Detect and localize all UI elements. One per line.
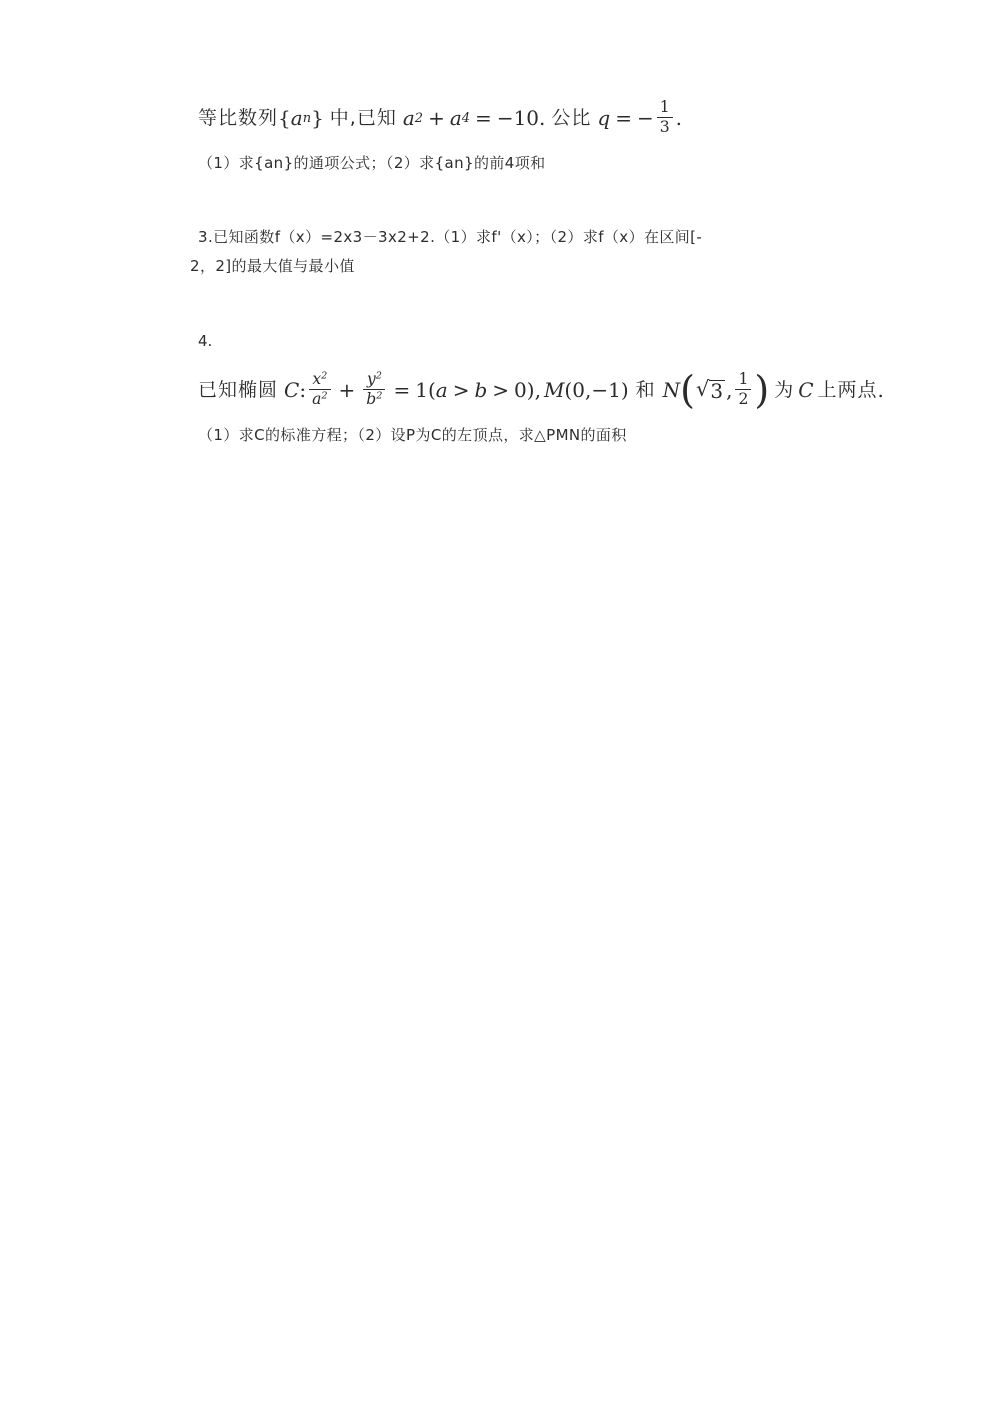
problem-2-minus: − [496,106,514,131]
problem-4-cond-a: a [435,378,448,403]
problem-4-gt-1: > [452,378,470,403]
problem-2 [190,100,920,177]
problem-2-formula [190,100,920,137]
problem-2-fraction [657,99,673,136]
problem-2-lead-text: 等比数列 [198,107,279,130]
problem-4-b-sup: 2 [376,390,383,402]
problem-4-y-sup: 2 [375,371,382,383]
spacer-1 [190,177,920,223]
problem-2-seq-open: { [278,106,291,131]
problem-4-a: a [312,390,322,409]
problem-4-cond-open: ( [427,378,436,403]
problem-4-formula [190,368,920,413]
problem-2-period: . [675,106,683,131]
problem-4-sqrt-symbol: √ [695,376,710,401]
problem-2-fraction-numerator: 1 [659,98,670,117]
problem-4-one: 1 [415,378,428,403]
problem-4-N-fraction-numerator: 1 [738,370,749,389]
problem-2-q: q [597,106,611,131]
problem-2-equals: = [475,106,492,131]
problem-2-fraction-denominator: 3 [657,117,673,136]
problem-4-and-text: 和 [635,379,656,402]
problem-2-seq-a: a [290,106,303,131]
problem-4-number: 4. [198,332,213,351]
document-content [190,100,920,449]
problem-4-x: x [312,370,322,389]
problem-4-a-sup: 2 [321,390,328,402]
problem-4-b: b [366,390,377,409]
problem-4-zero: 0 [514,378,527,403]
problem-4-tail-text-2: 上两点 [817,379,878,402]
problem-4-tail-text: 为 [774,379,795,402]
problem-2-a4-sub: 4 [461,110,471,126]
spacer-3 [190,350,920,372]
problem-4-sqrt-body: 3 [710,378,724,403]
problem-4-cond-b: b [474,378,488,403]
problem-2-value: 10. [513,106,546,131]
problem-2-mid-text: 中,已知 [329,107,397,130]
problem-4-N-open-paren: ( [680,368,695,413]
problem-2-subquestions: （1）求{an}的通项公式；（2）求{an}的前4项和 [198,153,546,172]
problem-4-period: . [877,378,884,403]
problem-4-fraction-x [309,371,330,408]
problem-2-a2-sub: 2 [414,110,424,126]
problem-2-seq-close: } [311,106,324,131]
problem-4-gt-2: > [492,378,510,403]
problem-2-ratio-text: 公比 [551,107,592,130]
problem-4-C: C [284,378,300,403]
problem-4-plus: + [338,378,356,403]
problem-4-fraction-x-numerator [309,371,330,389]
problem-4-M-args: 0,−1 [572,378,621,403]
problem-4-N-fraction [735,371,751,408]
problem-4-comma: , [534,378,541,403]
problem-2-q-equals: = [615,106,632,131]
problem-4-N-comma: , [726,378,733,403]
problem-4-fraction-y-denominator [363,389,385,408]
problem-4-M-close: ) [620,378,629,403]
problem-4-sqrt [695,376,725,403]
problem-3 [190,223,920,280]
problem-2-q-minus: − [636,106,654,131]
problem-4-lead-text: 已知椭圆 [198,379,279,402]
problem-4-fraction-y-numerator [364,371,385,389]
problem-4-y: y [366,370,376,389]
problem-4-N-close-paren: ) [754,368,770,413]
problem-2-a4: a [449,106,462,131]
problem-4-colon: : [299,378,307,403]
problem-4-cond-close: ) [526,378,535,403]
problem-4-M: M [543,378,565,403]
problem-4-subquestions: （1）求C的标准方程；（2）设P为C的左顶点，求△PMN的面积 [198,425,627,444]
problem-3-line-1: 3.已知函数f（x）=2x3－3x2+2.（1）求f'（x）；（2）求f（x）在区间[- [198,228,703,247]
problem-2-plus: + [428,106,445,131]
problem-3-line-2: 2，2]的最大值与最小值 [190,256,355,275]
problem-4-x-sup: 2 [321,371,328,383]
problem-2-seq-n: n [302,110,312,126]
problem-4-equals: = [393,378,411,403]
problem-4-N-fraction-denominator: 2 [735,389,751,408]
problem-2-a2: a [402,106,415,131]
problem-4-tail-C: C [798,378,814,403]
problem-4-M-open: ( [564,378,573,403]
problem-4 [190,332,920,449]
problem-4-N: N [662,378,681,403]
problem-4-fraction-y [363,371,385,408]
problem-4-fraction-x-denominator [309,389,330,408]
spacer-2 [190,280,920,332]
